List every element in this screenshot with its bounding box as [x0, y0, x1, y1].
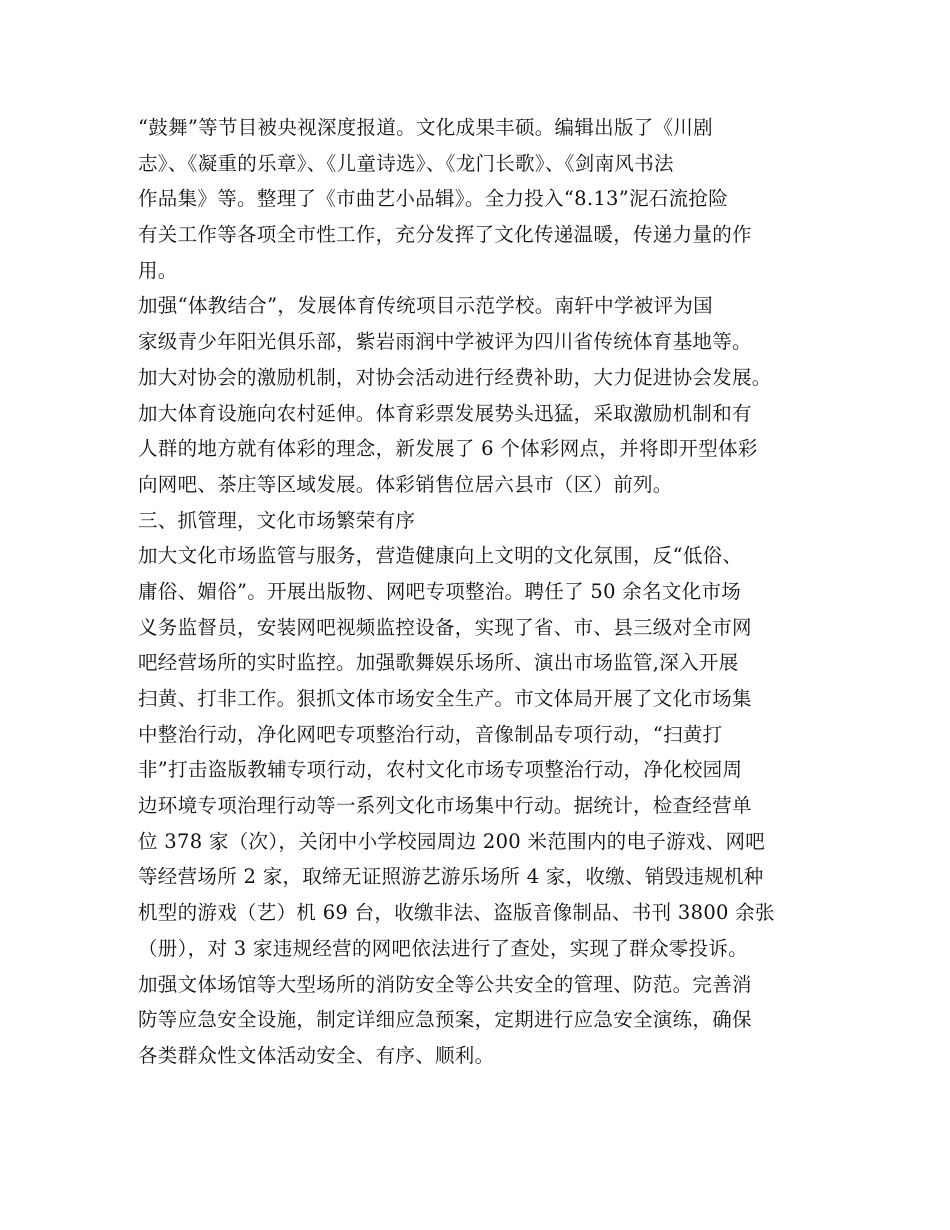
text-line: 加大文化市场监管与服务，营造健康向上文明的文化氛围，反“低俗、: [138, 544, 743, 568]
text-line: 志》、《凝重的乐章》、《儿童诗选》、《龙门长歌》、《剑南风书法: [138, 151, 674, 175]
text-line: 加大体育设施向农村延伸。体育彩票发展势头迅猛，采取激励机制和有: [138, 401, 752, 425]
text-line: 扫黄、打非工作。狠抓文体市场安全生产。市文体局开展了文化市场集: [138, 687, 752, 710]
text-line: “鼓舞”等节目被央视深度报道。文化成果丰硕。编辑出版了《川剧: [138, 116, 713, 139]
text-line: 用。: [138, 258, 178, 282]
text-line: 人群的地方就有体彩的理念，新发展了 6 个体彩网点，并将即开型体彩: [138, 437, 758, 461]
text-line: 等经营场所 2 家，取缔无证照游艺游乐场所 4 家，收缴、销毁违规机种: [138, 865, 764, 889]
body-text: [138, 110, 838, 1074]
text-line: 吧经营场所的实时监控。加强歌舞娱乐场所、演出市场监管,深入开展: [138, 651, 739, 675]
text-line: （册），对 3 家违规经营的网吧依法进行了查处，实现了群众零投诉。: [138, 936, 748, 960]
text-line: 加大对协会的激励机制，对协会活动进行经费补助，大力促进协会发展。: [138, 365, 772, 389]
text-line: 加强“体教结合”，发展体育传统项目示范学校。南轩中学被评为国: [138, 294, 713, 318]
text-line: 位 378 家（次），关闭中小学校园周边 200 米范围内的电子游戏、网吧: [138, 829, 766, 853]
text-line: 各类群众性文体活动安全、有序、顺利。: [138, 1043, 495, 1067]
text-line: 中整治行动，净化网吧专项整治行动，音像制品专项行动，“扫黄打: [138, 722, 723, 746]
text-line: 有关工作等各项全市性工作，充分发挥了文化传递温暖，传递力量的作: [138, 223, 752, 247]
text-line: 家级青少年阳光俱乐部，紫岩雨润中学被评为四川省传统体育基地等。: [138, 330, 752, 354]
text-line: 作品集》等。整理了《市曲艺小品辑》。全力投入“8.13”泥石流抢险: [138, 187, 729, 211]
section-heading: 三、抓管理，文化市场繁荣有序: [138, 508, 416, 532]
text-line: 边环境专项治理行动等一系列文化市场集中行动。据统计，检查经营单: [138, 794, 752, 818]
text-line: 义务监督员，安装网吧视频监控设备，实现了省、市、县三级对全市网: [138, 615, 752, 639]
text-line: 加强文体场馆等大型场所的消防安全等公共安全的管理、防范。完善消: [138, 972, 752, 996]
text-line: 防等应急安全设施，制定详细应急预案，定期进行应急安全演练，确保: [138, 1008, 752, 1032]
text-line: 庸俗、媚俗”。开展出版物、网吧专项整治。聘任了 50 余名文化市场: [138, 579, 742, 603]
text-line: 机型的游戏（艺）机 69 台，收缴非法、盗版音像制品、书刊 3800 余张: [138, 901, 775, 925]
text-line: 向网吧、茶庄等区域发展。体彩销售位居六县市（区）前列。: [138, 472, 673, 496]
text-line: 非”打击盗版教辅专项行动，农村文化市场专项整治行动，净化校园周: [138, 758, 743, 782]
